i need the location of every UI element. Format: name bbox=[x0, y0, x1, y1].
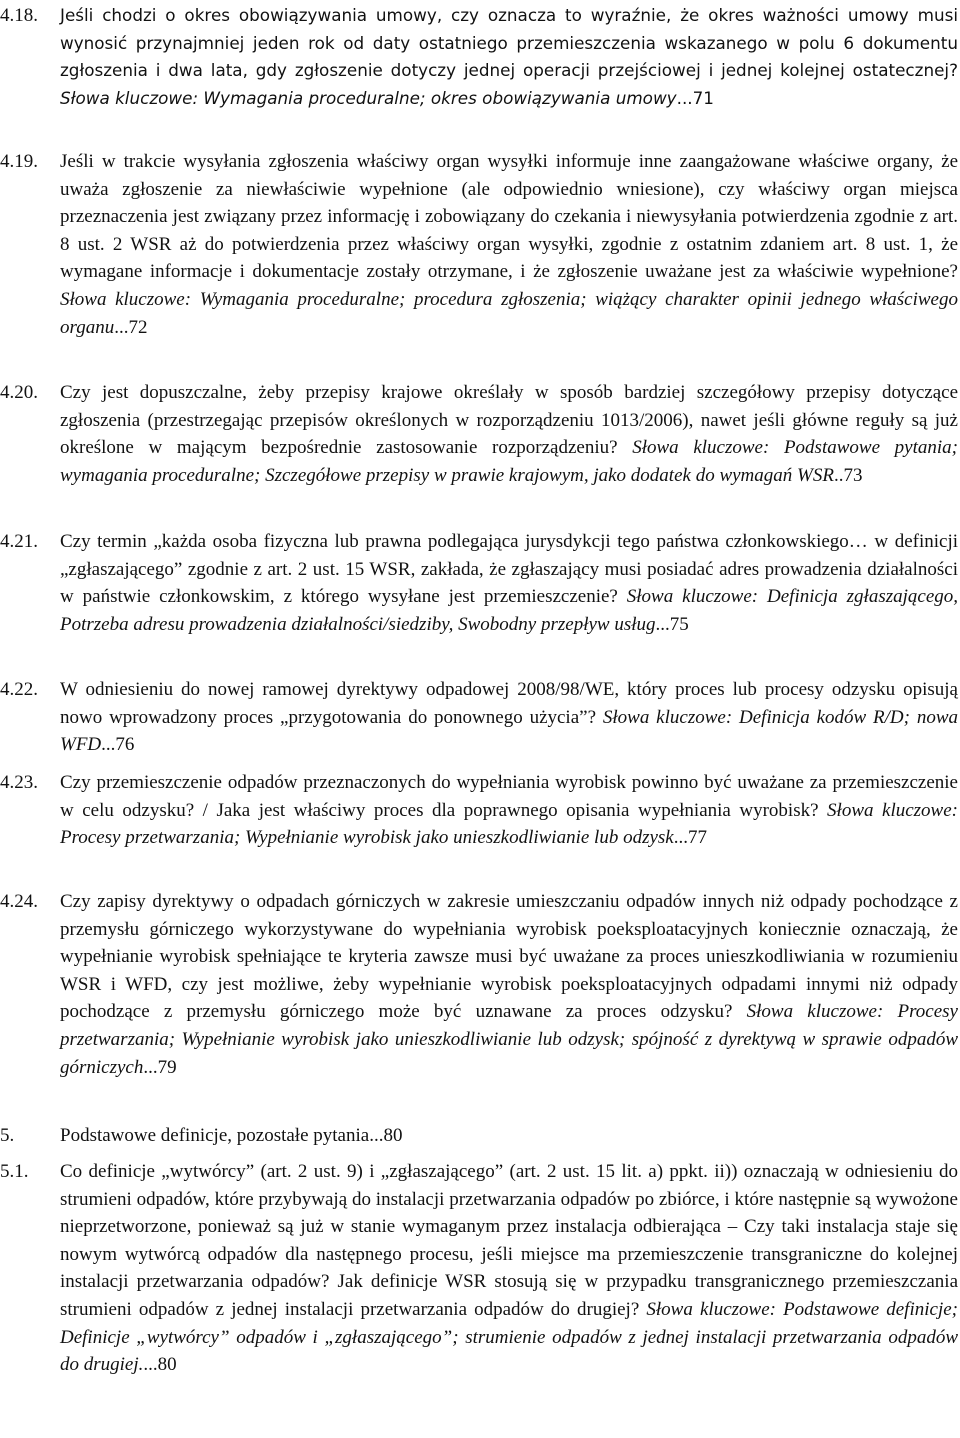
page-number: 77 bbox=[687, 827, 707, 849]
toc-entry-4-19 bbox=[0, 148, 958, 341]
entry-keywords: Słowa kluczowe: Definicja zgłaszającego, Potrzeba adresu prowadzenia działalności/siedziby, Swobodny przepływ usług bbox=[60, 586, 959, 635]
entry-keywords: Słowa kluczowe: Wymagania proceduralne; okres obowiązywania umowy bbox=[60, 87, 677, 108]
entry-number: 4.24. bbox=[0, 891, 38, 912]
entry-question: Czy jest dopuszczalne, żeby przepisy krajowe określały w sposób bardziej szczegółowy przepisy dotyczące zgłoszenia (przestrzegając przepisów określonych w rozporządzeniu 1013/2006), nawet jeśli główne reguły są już określone w mającym bezpośrednie zastosowanie rozporządzeniu? bbox=[60, 382, 958, 459]
entry-body[interactable] bbox=[60, 528, 958, 638]
entry-question: Czy termin „każda osoba fizyczna lub prawna podlegająca jurysdykcji tego państwa członkowskiego… w definicji „zgłaszającego” zgodnie z art. 2 ust. 15 WSR, zakłada, że zgłaszający musi posiadać adres prowadzenia działalności w państwie członkowskim, z którego wysyłane jest przemieszczenie? bbox=[60, 531, 958, 608]
entry-body[interactable] bbox=[60, 888, 958, 1081]
entry-number: 4.20. bbox=[0, 382, 38, 403]
entry-number: 4.21. bbox=[0, 531, 38, 552]
page-number: 80 bbox=[383, 1125, 403, 1146]
entry-body[interactable] bbox=[60, 379, 958, 489]
dot-leader: ... bbox=[673, 827, 688, 849]
toc-entry-4-20 bbox=[0, 379, 958, 489]
entry-number: 4.23. bbox=[0, 772, 38, 793]
entry-keywords: Słowa kluczowe: Podstawowe definicje; Definicje „wytwórcy” odpadów i „zgłaszającego”; strumienie odpadów z jednej instalacji przetwarzania odpadów do drugiej. bbox=[60, 1298, 958, 1376]
toc-entry-4-18 bbox=[0, 2, 958, 112]
entry-question: W odniesieniu do nowej ramowej dyrektywy odpadowej 2008/98/WE, który proces lub procesy odzysku opisują nowo wprowadzony proces „przygotowania do ponownego użycia”? bbox=[60, 679, 958, 728]
toc-entry-5-1 bbox=[0, 1158, 958, 1379]
entry-question: Podstawowe definicje, pozostałe pytania bbox=[60, 1125, 370, 1146]
entry-body[interactable] bbox=[60, 2, 958, 112]
dot-leader: ... bbox=[114, 316, 129, 338]
entry-body[interactable] bbox=[60, 769, 958, 852]
page-number: 72 bbox=[128, 316, 148, 338]
page-number: 80 bbox=[157, 1354, 177, 1376]
dot-leader: ... bbox=[676, 87, 693, 108]
entry-keywords: Słowa kluczowe: Podstawowe pytania; wymagania proceduralne; Szczegółowe przepisy w prawie krajowym, jako dodatek do wymagań WSR bbox=[60, 437, 958, 486]
entry-number: 4.19. bbox=[0, 151, 38, 172]
toc-entry-4-23 bbox=[0, 769, 958, 852]
dot-leader: .. bbox=[833, 464, 844, 486]
entry-keywords: Słowa kluczowe: Definicja kodów R/D; nowa WFD bbox=[60, 706, 958, 756]
entry-keywords: Słowa kluczowe: Procesy przetwarzania; Wypełnianie wyrobisk jako unieszkodliwianie lub odzysk bbox=[60, 799, 958, 849]
page-number: 75 bbox=[669, 613, 689, 635]
entry-question: Czy zapisy dyrektywy o odpadach górniczych w zakresie umieszczaniu odpadów innych niż odpady pochodzące z przemysłu górniczego wykorzystywane do wypełniania wyrobisk poeksploatacyjnych koniecznie oznaczają, że wypełnianie wyrobisk spełniające te kryteria zawsze musi być uważane za proces unieszkodliwiania w rozumieniu WSR i WFD, czy jest możliwe, żeby wypełnianie wyrobisk poeksploatacyjnych odpadami innymi niż odpady pochodzące z przemysłu górniczego może być uznawane za proces odzysku? bbox=[60, 891, 958, 1023]
toc-entry-4-24 bbox=[0, 888, 958, 1081]
toc-entry-4-22 bbox=[0, 676, 958, 759]
entry-question: Czy przemieszczenie odpadów przeznaczonych do wypełniania wyrobisk powinno być uważane za przemieszczenie w celu odzysku? / Jaka jest właściwy proces dla poprawnego opisania wypełniania wyrobisk? bbox=[60, 772, 958, 821]
toc-entry-4-21 bbox=[0, 528, 958, 638]
dot-leader: ... bbox=[369, 1125, 384, 1146]
entry-body[interactable] bbox=[60, 1122, 958, 1150]
entry-keywords: Słowa kluczowe: Procesy przetwarzania; Wypełnianie wyrobisk jako unieszkodliwianie lub odzysk; spójność z dyrektywą w sprawie odpadów górniczych bbox=[60, 1001, 958, 1078]
entry-keywords: Słowa kluczowe: Wymagania proceduralne; procedura zgłoszenia; wiążący charakter opinii jednego właściwego organu bbox=[60, 288, 958, 338]
entry-body[interactable] bbox=[60, 676, 958, 759]
toc-entry-5 bbox=[0, 1122, 958, 1150]
entry-question: Jeśli chodzi o okres obowiązywania umowy, czy oznacza to wyraźnie, że okres ważności umowy musi wynosić przynajmniej jeden rok od daty ostatniego przemieszczenia wskazanego w polu 6 dokumentu zgłoszenia i dwa lata, gdy zgłoszenie dotyczy jednej operacji przejściowej i jednej kolejnej ostatecznej? bbox=[60, 5, 958, 81]
dot-leader: ... bbox=[143, 1354, 158, 1376]
entry-question: Co definicje „wytwórcy” (art. 2 ust. 9) i „zgłaszającego” (art. 2 ust. 15 lit. a) ppkt. ii)) oznaczają w odniesieniu do strumieni odpadów, które przybywają do instalacji przetwarzania odpadów po zbiórce, i które następnie są wywożone nieprzetworzone, ponieważ są już w stanie wymaganym przez instalacja odbierająca – Czy taki instalacja staje się nowym wytwórcą odpadów dla następnego procesu, jeśli miejsce ma przemieszczenie transgraniczne do kolejnej instalacji przetwarzania odpadów? Jak definicje WSR stosują się w przypadku transgranicznego przemieszczania strumieni odpadów z jednej instalacji przetwarzania odpadów do drugiej? bbox=[60, 1161, 958, 1320]
dot-leader: ... bbox=[143, 1056, 158, 1078]
page-number: 73 bbox=[843, 464, 863, 486]
page-number: 71 bbox=[692, 87, 714, 108]
entry-body[interactable] bbox=[60, 1158, 958, 1379]
entry-number: 4.18. bbox=[0, 5, 38, 26]
dot-leader: ... bbox=[655, 613, 670, 635]
page-number: 79 bbox=[157, 1056, 177, 1078]
entry-question: Jeśli w trakcie wysyłania zgłoszenia właściwy organ wysyłki informuje inne zaangażowane właściwe organy, że uważa zgłoszenie za niewłaściwie wypełnione (ale odpowiednio wniesione), czy właściwy organ miejsca przeznaczenia jest związany przez informację i zobowiązany do czekania i niewysyłania potwierdzenia zgodnie z art. 8 ust. 2 WSR aż do potwierdzenia przez właściwy organ wysyłki, zgodnie z ostatnim zdaniem art. 8 ust. 1, że wymagane informacje i dokumentacje zostały otrzymane, i że zgłoszenie uważane jest za właściwie wypełnione? bbox=[60, 151, 958, 283]
dot-leader: ... bbox=[101, 734, 116, 756]
entry-number: 5. bbox=[0, 1125, 15, 1146]
entry-number: 5.1. bbox=[0, 1161, 29, 1182]
page-number: 76 bbox=[115, 734, 135, 756]
entry-number: 4.22. bbox=[0, 679, 38, 700]
entry-body[interactable] bbox=[60, 148, 958, 341]
